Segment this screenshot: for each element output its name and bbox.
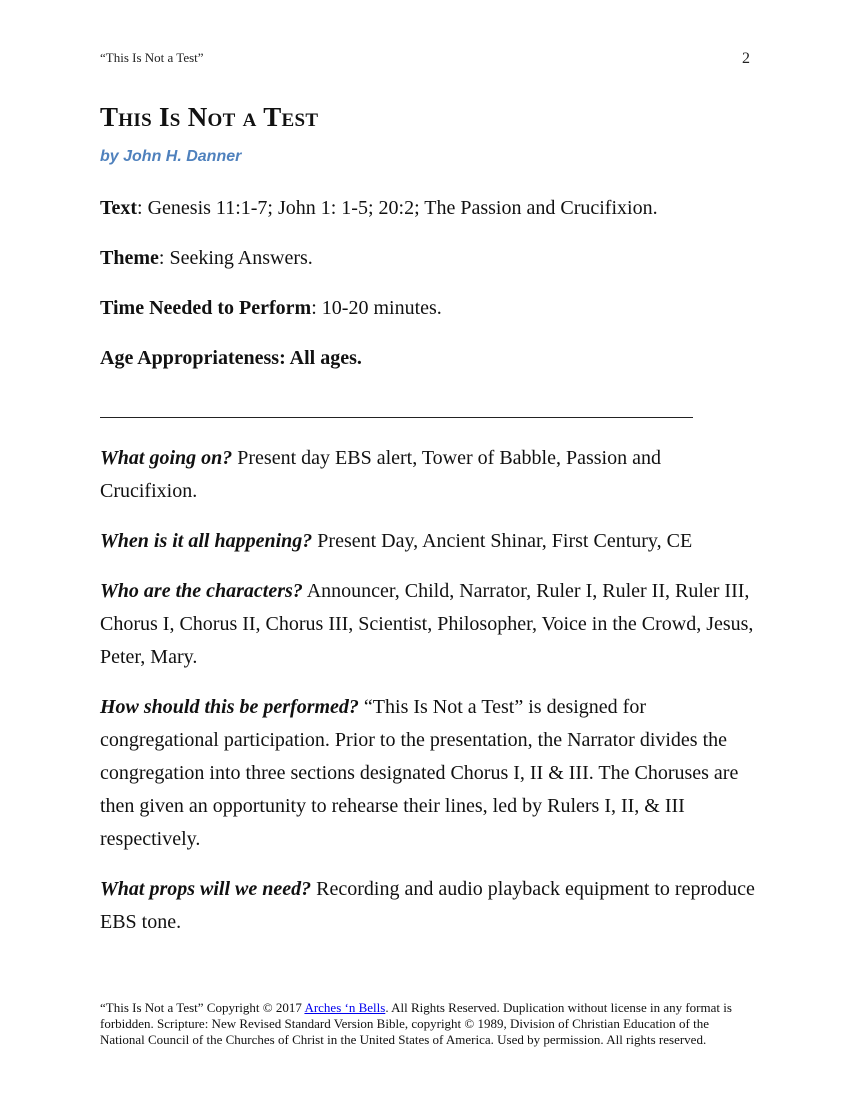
info-label: Theme [100, 247, 159, 269]
page-number: 2 [742, 50, 750, 67]
faq-question: What going on? [100, 447, 233, 469]
running-header-title: “This Is Not a Test” [100, 50, 204, 65]
faq-item [100, 525, 755, 558]
info-age [100, 342, 755, 375]
faq-answer: “This Is Not a Test” is designed for congregational participation. Prior to the presentation, the Narrator divides the congregation into three sections designated Chorus I, II & III. The Choruses are then given an opportunity to rehearse their lines, led by Rulers I, II, & III respectively. [100, 696, 739, 850]
faq-answer: Recording and audio playback equipment to reproduce EBS tone. [100, 878, 755, 933]
faq-item [100, 575, 755, 674]
info-value: Genesis 11:1-7; John 1: 1-5; 20:2; The Passion and Crucifixion. [147, 197, 658, 219]
faq-item [100, 442, 755, 508]
info-label: Text [100, 197, 138, 219]
faq-section [100, 442, 755, 956]
faq-answer: Announcer, Child, Narrator, Ruler I, Ruler II, Ruler III, Chorus I, Chorus II, Chorus III, Scientist, Philosopher, Voice in the Crowd, Jesus, Peter, Mary. [100, 580, 754, 668]
horizontal-divider [100, 417, 693, 418]
info-theme: Theme: Seeking Answers. [100, 247, 313, 269]
info-value: Seeking Answers. [169, 247, 313, 269]
script-info [100, 192, 755, 392]
info-label: Age Appropriateness: All ages. [100, 347, 362, 369]
page-title: This Is Not a Test [100, 102, 319, 132]
faq-question: Who are the characters? [100, 580, 303, 602]
faq-answer: Present day EBS alert, Tower of Babble, Passion and Crucifixion. [100, 447, 661, 502]
faq-question: When is it all happening? [100, 530, 313, 552]
faq-item [100, 691, 755, 856]
info-value: 10-20 minutes. [321, 297, 442, 319]
author-byline: by John H. Danner [100, 148, 242, 165]
info-text: Text: Genesis 11:1-7; John 1: 1-5; 20:2; The Passion and Crucifixion. [100, 197, 658, 219]
info-time: Time Needed to Perform: 10-20 minutes. [100, 297, 442, 319]
info-label: Time Needed to Perform [100, 297, 312, 319]
faq-answer: Present Day, Ancient Shinar, First Century, CE [312, 530, 693, 552]
copyright-text-rest: . All Rights Reserved. Duplication without license in any format is forbidden. Scripture: New Revised Standard Version Bible, copyright © 1989, Division of Christian Education of the National Council of the Churches of Christ in the United States of America. Used by permission. All rights reserved. [100, 1000, 732, 1047]
copyright-text: “This Is Not a Test” Copyright © 2017 [100, 1000, 305, 1015]
faq-item [100, 873, 755, 939]
faq-question: What props will we need? [100, 878, 312, 900]
copyright-footer [100, 1000, 752, 1048]
publisher-link[interactable]: Arches ‘n Bells [304, 1000, 386, 1015]
faq-question: How should this be performed? [100, 696, 359, 718]
